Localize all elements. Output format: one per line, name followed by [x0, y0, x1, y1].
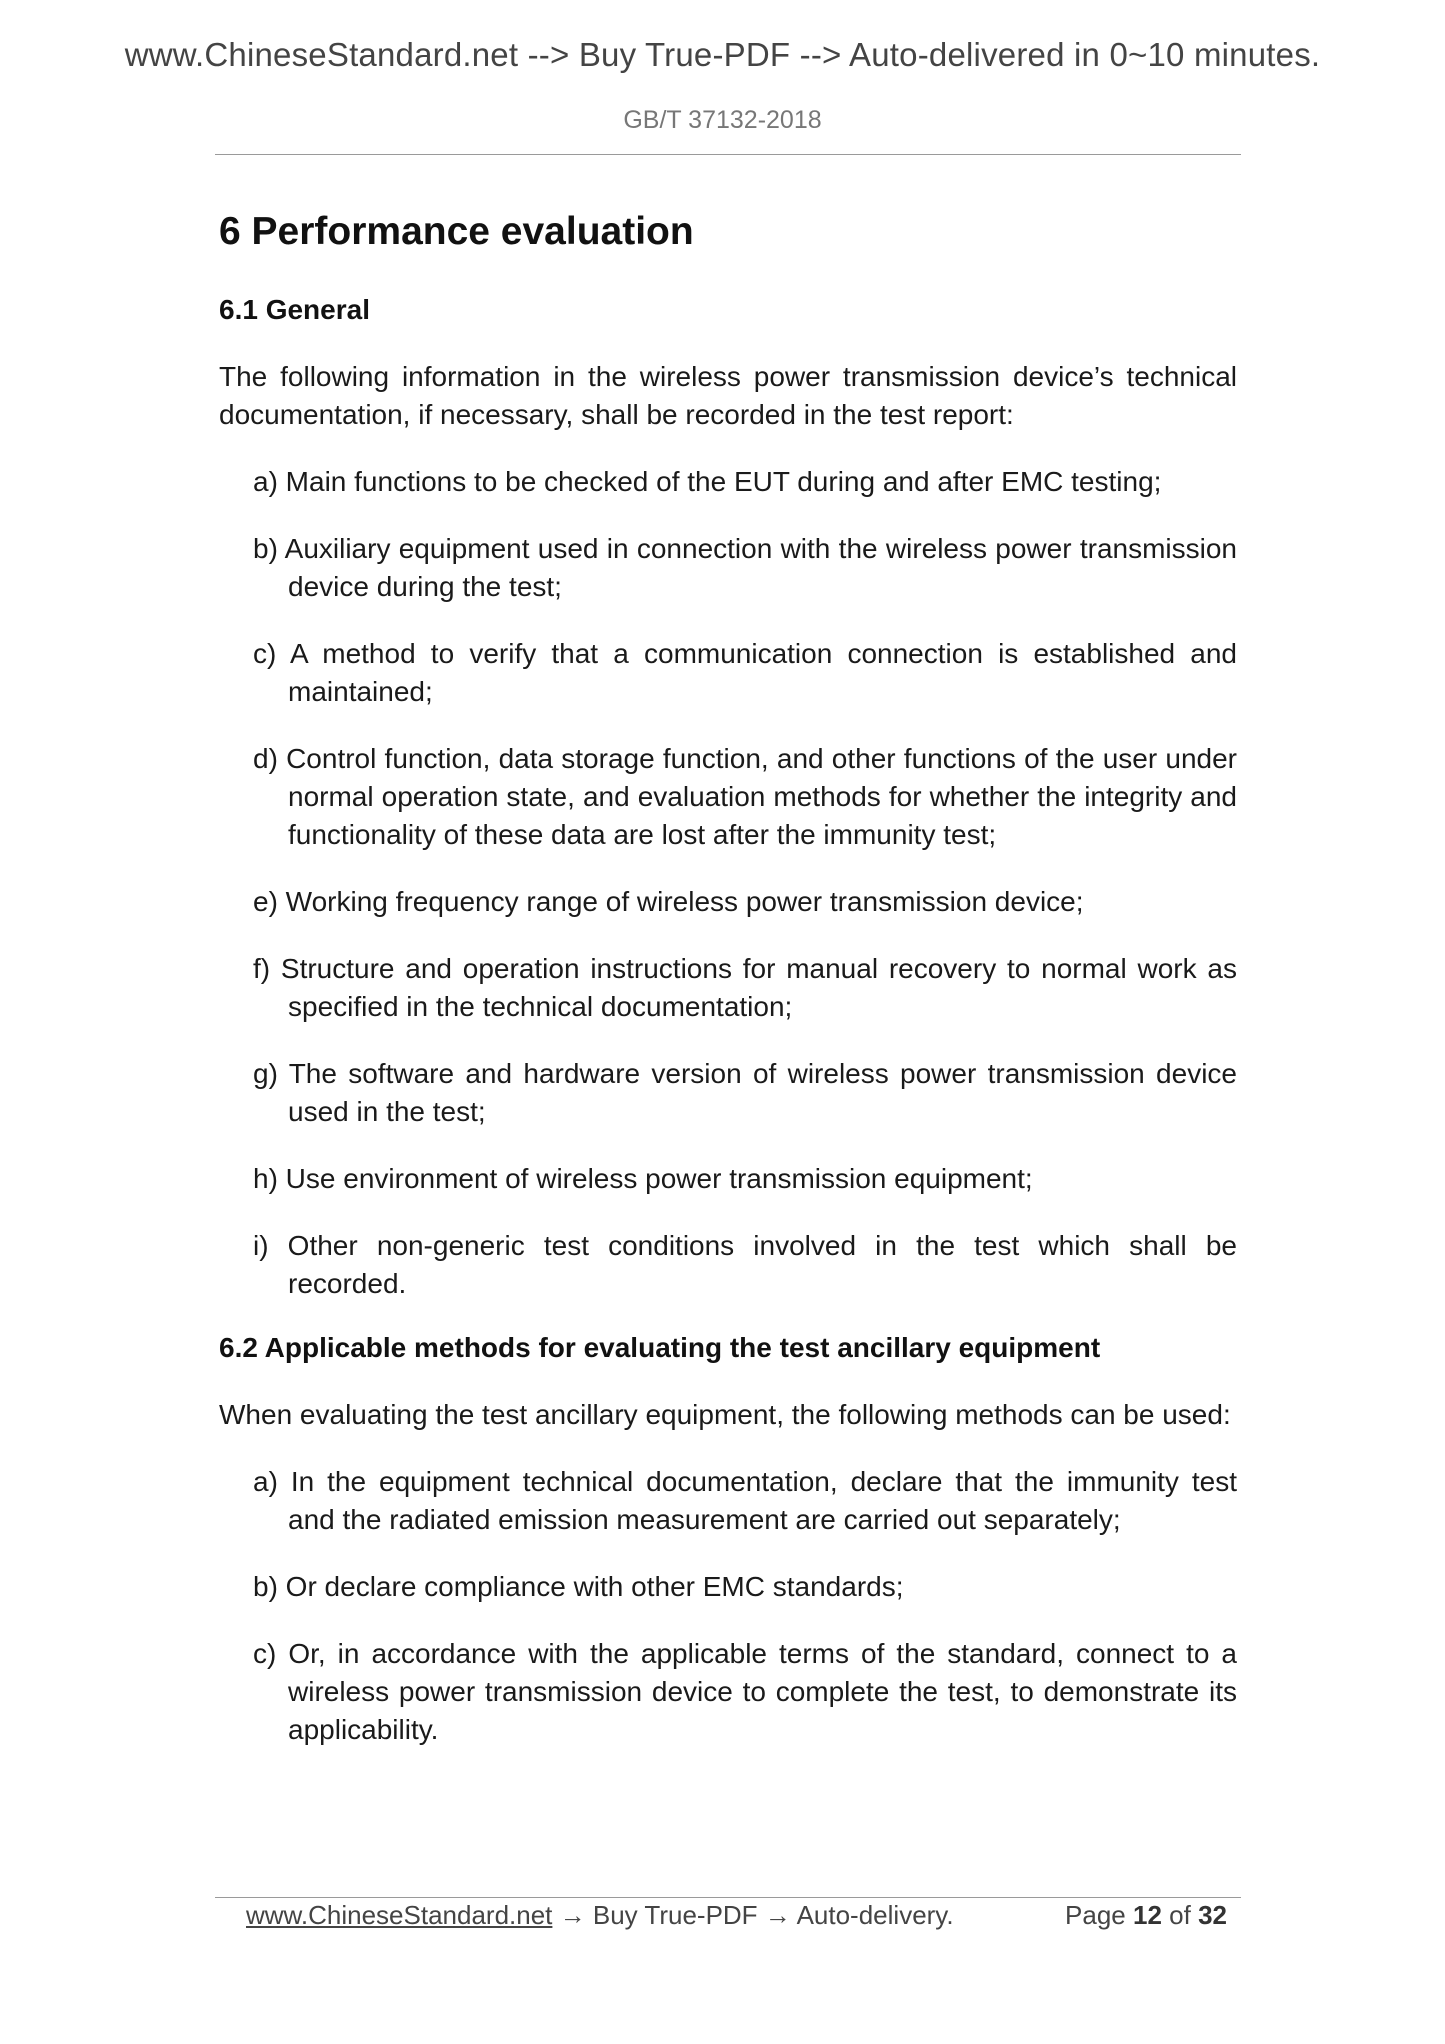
- list-item: h) Use environment of wireless power transmission equipment;: [253, 1163, 1033, 1194]
- list-item: c) Or, in accordance with the applicable terms of the standard, connect to a wireless power transmission device to complete the test, to demonstrate its applicability.: [253, 1638, 1237, 1745]
- total-pages: 32: [1198, 1900, 1227, 1930]
- standard-code: GB/T 37132-2018: [623, 106, 822, 134]
- footer-text: → Buy True-PDF → Auto-delivery.: [552, 1900, 954, 1930]
- page-footer: [246, 1900, 1236, 1931]
- list-item: a) Main functions to be checked of the EUT during and after EMC testing;: [253, 466, 1162, 497]
- page-label: Page: [1065, 1900, 1126, 1930]
- section-title: 6 Performance evaluation: [219, 210, 694, 253]
- list-item: i) Other non-generic test conditions involved in the test which shall be recorded.: [253, 1230, 1237, 1299]
- intro-paragraph-6-1: The following information in the wireless power transmission device’s technical documentation, if necessary, shall be recorded in the test report:: [219, 361, 1237, 430]
- list-item: a) In the equipment technical documentation, declare that the immunity test and the radiated emission measurement are carried out separately;: [253, 1466, 1237, 1535]
- list-item: g) The software and hardware version of wireless power transmission device used in the test;: [253, 1058, 1237, 1127]
- list-6-1: [219, 463, 1237, 1303]
- intro-paragraph-6-2: When evaluating the test ancillary equipment, the following methods can be used:: [219, 1399, 1231, 1430]
- list-item: d) Control function, data storage function, and other functions of the user under normal operation state, and evaluation methods for whether the integrity and functionality of these data are lost after the immunity test;: [253, 743, 1237, 850]
- list-item: f) Structure and operation instructions for manual recovery to normal work as specified in the technical documentation;: [253, 953, 1237, 1022]
- page-indicator: [1065, 1900, 1227, 1931]
- footer-site-link[interactable]: www.ChineseStandard.net: [246, 1900, 553, 1930]
- subsection-title-6-1: 6.1 General: [219, 294, 370, 325]
- header-divider: [215, 154, 1241, 155]
- footer-divider: [215, 1897, 1241, 1898]
- list-item: b) Auxiliary equipment used in connection with the wireless power transmission device during the test;: [253, 533, 1237, 602]
- list-item: b) Or declare compliance with other EMC standards;: [253, 1571, 904, 1602]
- list-item: c) A method to verify that a communication connection is established and maintained;: [253, 638, 1237, 707]
- of-label: of: [1169, 1900, 1191, 1930]
- subsection-title-6-2: 6.2 Applicable methods for evaluating the test ancillary equipment: [219, 1332, 1101, 1363]
- list-6-2: [219, 1463, 1237, 1749]
- site-banner: www.ChineseStandard.net --> Buy True-PDF --> Auto-delivered in 0~10 minutes.: [124, 36, 1321, 73]
- document-body: [219, 210, 1237, 1778]
- page-number: 12: [1133, 1900, 1162, 1930]
- list-item: e) Working frequency range of wireless power transmission device;: [253, 886, 1084, 917]
